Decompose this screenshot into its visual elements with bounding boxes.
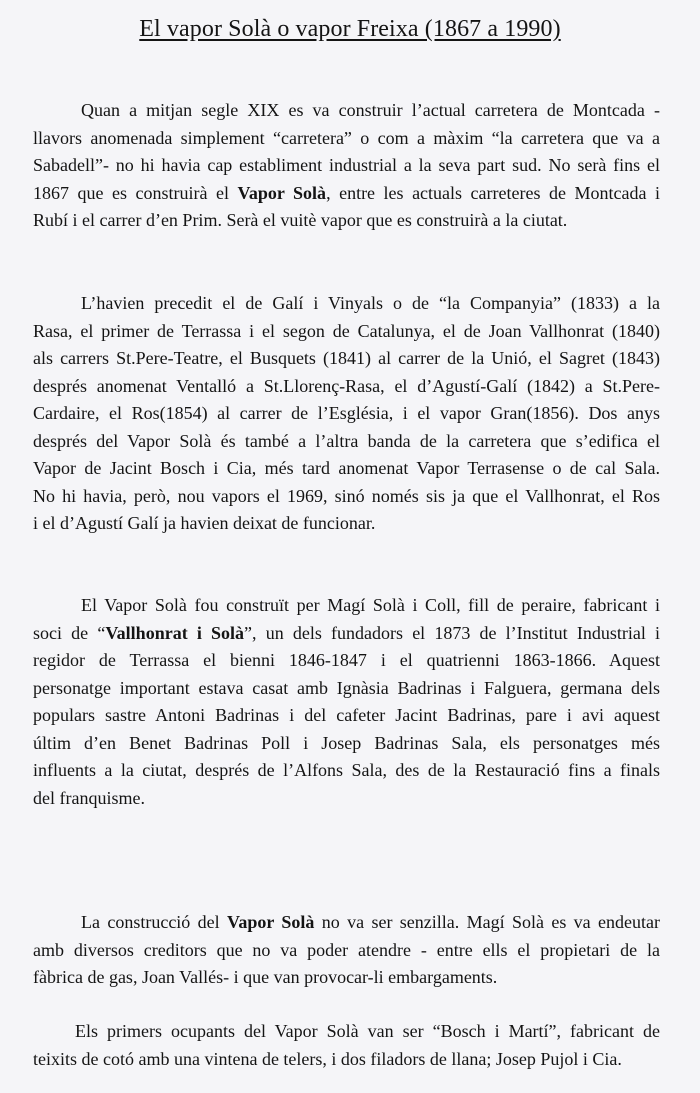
paragraph-4 [33, 909, 660, 992]
text-line: influents a la ciutat, després de l’Alfons Sala, des de la Restauració fins a finals [33, 760, 660, 780]
text-line: El Vapor Solà fou construït per Magí Solà i Coll, fill de peraire, fabricant i [81, 595, 660, 615]
bold-term: Vapor Solà [237, 182, 327, 203]
bold-term: Vapor Solà [227, 912, 315, 932]
text-line: L’havien precedit el de Galí i Vinyals o de “la Companyia” (1833) a la [81, 293, 660, 313]
text-line: Rubí i el carrer d’en Prim. Serà el vuitè vapor que es construirà a la ciutat. [33, 210, 568, 230]
text-line: amb diversos creditors que no va poder atendre - entre ells el propietari de la [33, 939, 660, 960]
text-line: als carrers St.Pere-Teatre, el Busquets (1841) al carrer de la Unió, el Sagret (1843) [33, 348, 660, 368]
text-line: del franquisme. [33, 787, 145, 808]
text-line: 1867 que es construirà el [33, 182, 238, 203]
page-title: El vapor Solà o vapor Freixa (1867 a 1990) [139, 16, 561, 42]
paragraph-5 [33, 1018, 660, 1073]
paragraph-1 [33, 97, 660, 235]
text-line: Vapor de Jacint Bosch i Cia, més tard anomenat Vapor Terrasense o de cal Sala. [33, 458, 660, 478]
text-line: No hi havia, però, nou vapors el 1969, sinó només sis ja que el Vallhonrat, el Ros [33, 485, 660, 506]
bold-term: Vallhonrat i Solà [105, 622, 245, 643]
text-line: regidor de Terrassa el bienni 1846-1847 i el quatrienni 1863-1866. Aquest [33, 650, 660, 670]
text-line: soci de “ [33, 622, 106, 643]
text-line: Rasa, el primer de Terrassa i el segon de Catalunya, el de Joan Vallhonrat (1840) [33, 320, 660, 341]
text-line: Quan a mitjan segle XIX es va construir l’actual carretera de Montcada - [81, 100, 660, 120]
text-line: no va ser senzilla. Magí Solà es va endeutar [314, 912, 660, 932]
text-line: teixits de cotó amb una vintena de telers, i dos filadors de llana; Josep Pujol i Cia. [33, 1048, 622, 1069]
text-line: ”, un dels fundadors el 1873 de l’Institut Industrial i [244, 622, 661, 643]
text-line: populars sastre Antoni Badrinas i del cafeter Jacint Badrinas, pare i avi aquest [33, 705, 660, 725]
text-line: , entre les actuals carreteres de Montcada i [326, 182, 660, 203]
text-line: fàbrica de gas, Joan Vallés- i que van provocar-li embargaments. [33, 967, 498, 987]
text-line: La construcció del [81, 912, 228, 932]
text-line: personatge important estava casat amb Ignàsia Badrinas i Falguera, germana dels [33, 677, 660, 698]
paragraph-2 [33, 290, 660, 538]
text-line: després del Vapor Solà és també a l’altra banda de la carretera que s’edifica el [33, 430, 660, 451]
text-line: Sabadell”- no hi havia cap establiment industrial a la seva part sud. No serà fins el [33, 155, 660, 175]
text-line: llavors anomenada simplement “carretera” o com a màxim “la carretera que va a [33, 127, 660, 148]
text-line: Cardaire, el Ros(1854) al carrer de l’Església, i el vapor Gran(1856). Dos anys [33, 403, 660, 423]
text-line: i el d’Agustí Galí ja havien deixat de funcionar. [33, 513, 376, 533]
paragraph-3 [33, 592, 660, 812]
text-line: Els primers ocupants del Vapor Solà van ser “Bosch i Martí”, fabricant de [75, 1021, 660, 1041]
text-line: últim d’en Benet Badrinas Poll i Josep Badrinas Sala, els personatges més [33, 732, 660, 753]
text-line: després anomenat Ventalló a St.Llorenç-Rasa, el d’Agustí-Galí (1842) a St.Pere- [33, 375, 660, 396]
